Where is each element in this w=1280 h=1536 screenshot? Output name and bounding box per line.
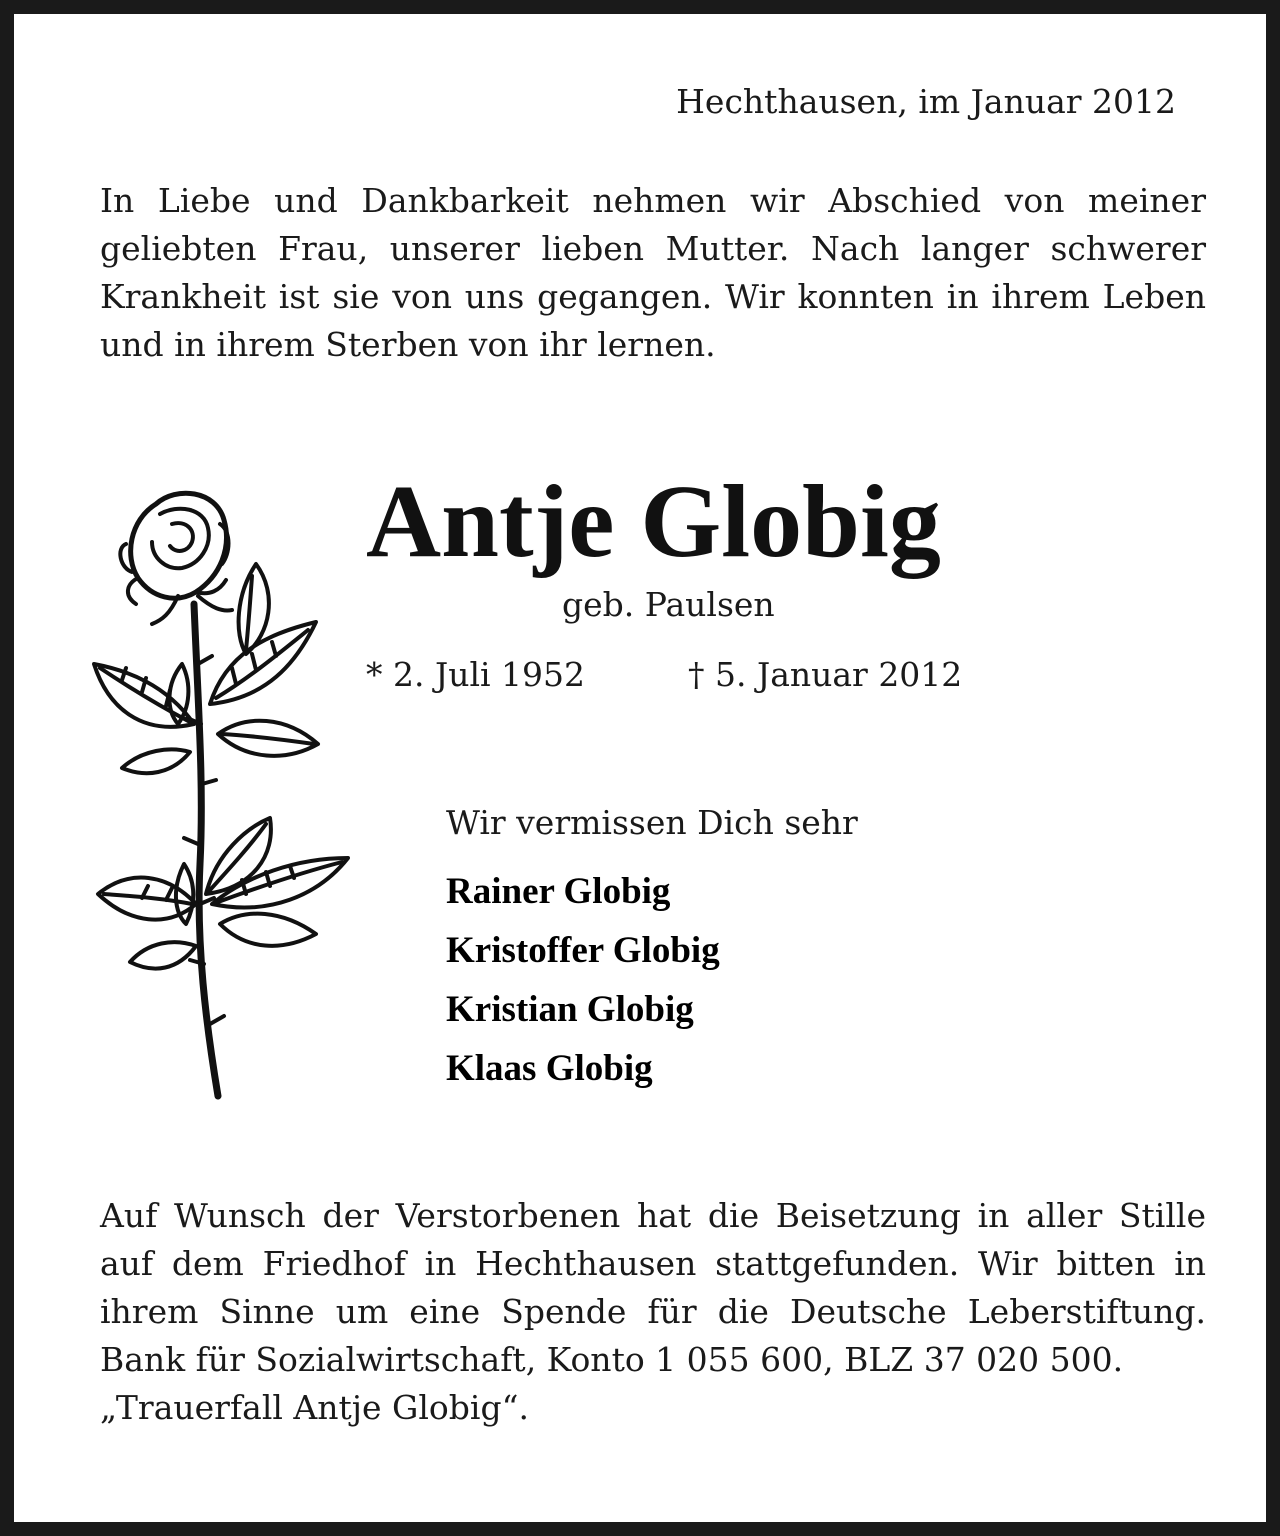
maiden-name: geb. Paulsen [562, 585, 775, 624]
mourners-intro: Wir vermissen Dich sehr [446, 803, 858, 842]
closing-reference: „Trauerfall Antje Globig“. [100, 1388, 529, 1427]
death-date: † 5. Januar 2012 [688, 655, 963, 694]
birth-date: * 2. Juli 1952 [366, 655, 586, 694]
intro-paragraph: In Liebe und Dankbarkeit nehmen wir Abschied von meiner geliebten Frau, unserer lieben Mutter. Nach langer schwerer Krankheit ist sie von uns gegangen. Wir konnten in ihrem Leben und in ihrem Sterben von ihr lernen. [100, 181, 1206, 364]
closing-paragraph [100, 1192, 1206, 1432]
place-date: Hechthausen, im Januar 2012 [676, 82, 1176, 121]
mourner-name: Kristian Globig [446, 989, 694, 1030]
rose-illustration [86, 484, 366, 1104]
deceased-name: Antje Globig [366, 464, 941, 579]
mourner-name: Klaas Globig [446, 1048, 653, 1089]
mourner-name: Rainer Globig [446, 871, 671, 912]
mourner-name: Kristoffer Globig [446, 930, 720, 971]
closing-text: Auf Wunsch der Verstorbenen hat die Beisetzung in aller Stille auf dem Friedhof in Hechthausen stattgefunden. Wir bitten in ihrem Sinne um eine Spende für die Deutsche Leberstiftung. Bank für Sozialwirtschaft, Konto 1 055 600, BLZ 37 020 500. [100, 1196, 1206, 1379]
